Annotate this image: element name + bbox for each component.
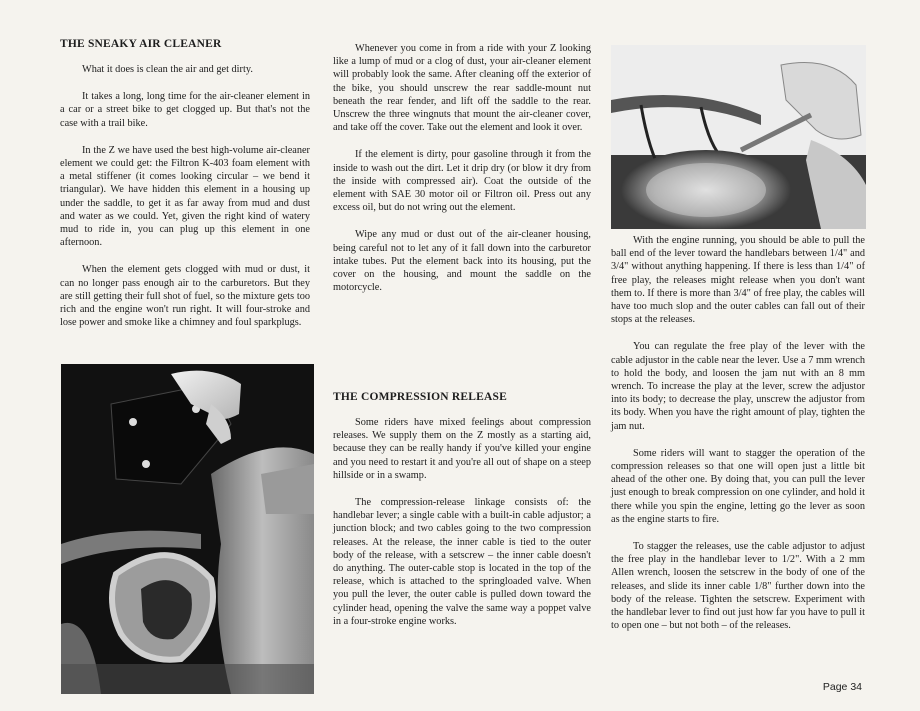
paragraph: Some riders will want to stagger the operation of the compression releases so that one will open just a little bit ahead of the other one. By doing that, you can pull the lever just enough to break compression on one cylinder, and hold it there while you spin the engine, letting go the lever as soon as the engine starts to fire. bbox=[611, 447, 865, 525]
air-cleaner-section bbox=[60, 38, 310, 343]
paragraph: Some riders have mixed feelings about compression releases. We supply them on the Z mostly as a starting aid, because they can be really handy if you've killed your engine and you need to restart it and you're all out of shape on a steep hillside or in a swamp. bbox=[333, 417, 591, 481]
paragraph: It takes a long, long time for the air-cleaner element in a car or a street bike to get clogged up. But that's not the case with a trail bike. bbox=[60, 91, 310, 129]
handlebar-lever-photo bbox=[611, 45, 866, 229]
air-cleaner-housing-photo bbox=[61, 364, 314, 694]
air-cleaner-title: THE SNEAKY AIR CLEANER bbox=[60, 38, 222, 50]
compression-release-section bbox=[333, 391, 591, 642]
paragraph: Whenever you come in from a ride with your Z looking like a lump of mud or a clog of dust, your air-cleaner element will probably look the same. After cleaning off the exterior of the bike, you should unscrew the rear saddle-mount nut beneath the rear fender, and lift off the saddle to the rear. Unscrew the three wingnuts that mount the air-cleaner cover, and take off the cover. Take out the element and look it over. bbox=[333, 43, 591, 134]
paragraph: In the Z we have used the best high-volume air-cleaner element we could get: the Filtron K-403 foam element with a metal stiffener (it comes looking circular – we bend it triangular). We have hidden this element in a housing up under the saddle, to get it as far away from mud and dust and water as we could. Yet, given the right kind of watery mud to ride in, you can plug up this element in one afternoon. bbox=[60, 144, 310, 249]
paragraph: What it does is clean the air and get dirty. bbox=[82, 64, 253, 75]
paragraph: You can regulate the free play of the lever with the cable adjustor in the cable near the lever. Use a 7 mm wrench to hold the body, and loosen the jam nut with an 8 mm wrench. To increase the play at the lever, screw the adjustor into its body; to decrease the play, unscrew the adjustor from its body. When you have the right amount of play, tighten the jam nut. bbox=[611, 341, 865, 432]
paragraph: When the element gets clogged with mud or dust, it can no longer pass enough air to the carburetors. But they are still getting their full shot of fuel, so the mixture gets too rich and the engine won't run right. It will four-stroke and lose power and smoke like a chimney and foul sparkplugs. bbox=[60, 264, 310, 329]
air-cleaner-photo-illustration bbox=[61, 364, 314, 694]
compression-release-continued bbox=[611, 234, 865, 646]
paragraph: If the element is dirty, pour gasoline through it from the inside to wash out the dirt. Let it drip dry (or blow it dry from the inside with compressed air). Coat the outside of the element with SAE 30 motor oil or Filtron oil. Press out any excess oil, but do not wring out the element. bbox=[333, 149, 591, 214]
paragraph: Wipe any mud or dust out of the air-cleaner housing, being careful not to let any of it fall down into the carburetor intake tubes. Put the element back into its housing, put the cover on the housing, and mount the saddle on the motorcycle. bbox=[333, 229, 591, 294]
air-cleaner-continued bbox=[333, 42, 591, 308]
handlebar-photo-illustration bbox=[611, 45, 866, 229]
paragraph: With the engine running, you should be able to pull the ball end of the lever toward the handlebars between 1/4" and 3/4" without anything happening. If there is less than 1/4" of free play, the releases might release when you don't want them to. If there is more than 3/4" of free play, the cables will have too much slop and the outer cables can fall out of their stops at the releases. bbox=[611, 235, 865, 326]
page-number: Page 34 bbox=[822, 681, 862, 693]
paragraph: The compression-release linkage consists of: the handlebar lever; a single cable with a built-in cable adjustor; a junction block; and two cables going to the two compression releases. At the release, the inner cable is tied to the outer body of the release, with a setscrew – the inner cable doesn't do anything. The outer-cable stop is located in the top of the release, which is attached to the springloaded valve. When you pull the lever, the outer cable is pulled down toward the cylinder head, opening the valve the same way a poppet valve in a four-stroke engine works. bbox=[333, 497, 591, 627]
compression-release-title: THE COMPRESSION RELEASE bbox=[333, 391, 507, 403]
paragraph: To stagger the releases, use the cable adjustor to adjust the free play in the handlebar lever to 1/2". With a 2 mm Allen wrench, loosen the setscrew in the body of one of the releases, and slide its inner cable 1/8" further down into the body of the release. Tighten the setscrew. Experiment with the handlebar lever to find out just how far you have to pull it to open one – but not both – of the releases. bbox=[611, 541, 865, 632]
